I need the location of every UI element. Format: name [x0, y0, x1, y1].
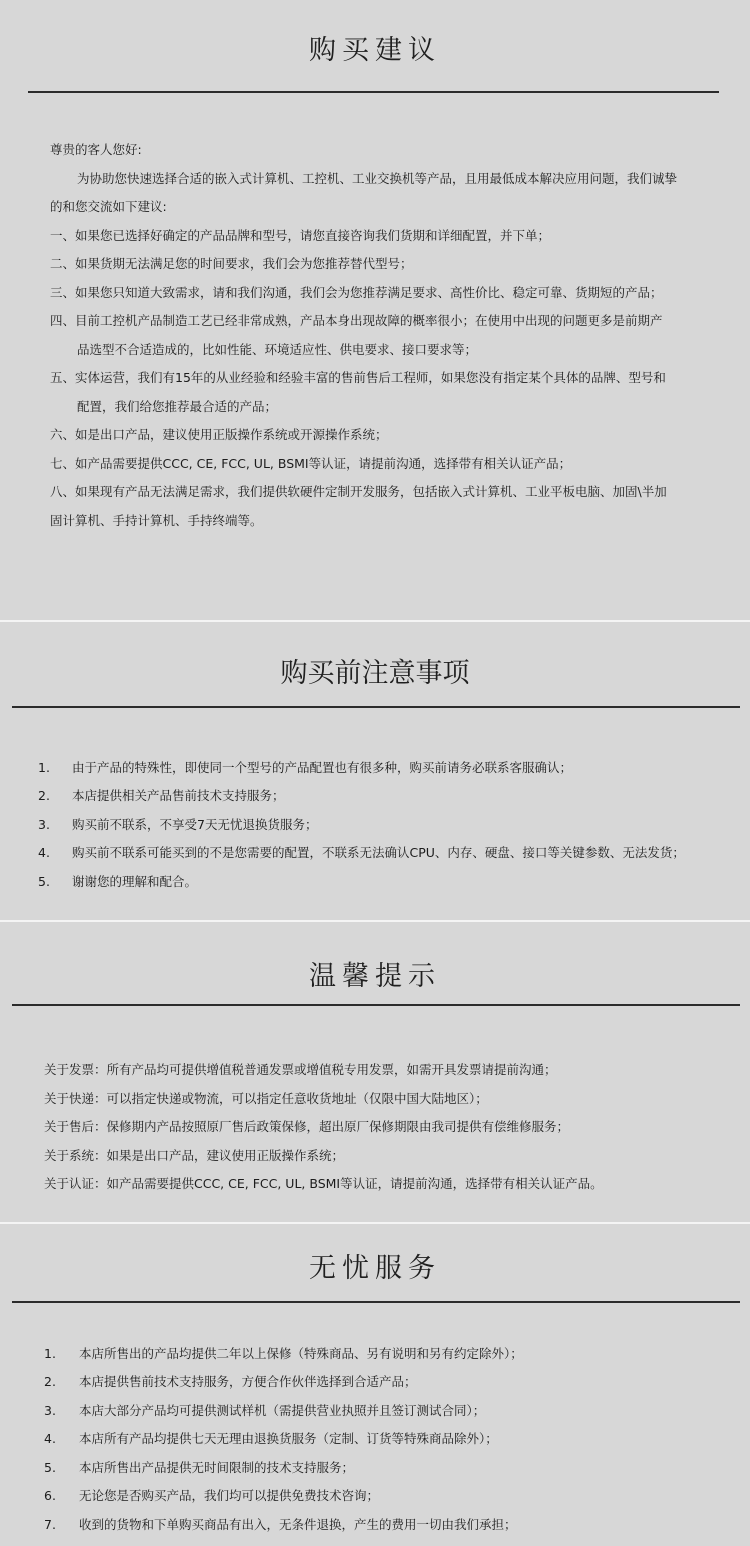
- list-item: 购买前不联系，不享受7天无忧退换货服务；: [72, 817, 318, 832]
- title-underline: [12, 706, 740, 708]
- section-purchase-advice: [0, 0, 750, 620]
- section-worry-free-service: [0, 1224, 750, 1546]
- list-number: 3.: [44, 1403, 56, 1418]
- advice-item-cont: 固计算机、手持计算机、手持终端等。: [50, 513, 263, 528]
- list-item: 购买前不联系可能买到的不是您需要的配置，不联系无法确认CPU、内存、硬盘、接口等关键参数、无法发货；: [72, 845, 685, 860]
- list-number: 1.: [38, 760, 50, 775]
- list-item: 本店所售出的产品均提供二年以上保修（特殊商品、另有说明和另有约定除外）；: [79, 1346, 523, 1361]
- advice-item: 六、如是出口产品，建议使用正版操作系统或开源操作系统；: [50, 427, 388, 442]
- list-number: 2.: [38, 788, 50, 803]
- list-number: 1.: [44, 1346, 56, 1361]
- list-item: 本店大部分产品均可提供测试样机（需提供营业执照并且签订测试合同）；: [79, 1403, 486, 1418]
- section-title: 温馨提示: [309, 961, 441, 992]
- list-number: 5.: [44, 1460, 56, 1475]
- list-item: 谢谢您的理解和配合。: [72, 874, 198, 889]
- list-item: 本店提供相关产品售前技术支持服务；: [72, 788, 285, 803]
- list-item: 本店提供售前技术支持服务，方便合作伙伴选择到合适产品；: [79, 1374, 417, 1389]
- intro-line-1: 为协助您快速选择合适的嵌入式计算机、工控机、工业交换机等产品，且用最低成本解决应用问题，我们诚挚: [77, 171, 678, 186]
- tip-item: 关于快递：可以指定快递或物流，可以指定任意收货地址（仅限中国大陆地区）；: [44, 1091, 488, 1106]
- list-item: 收到的货物和下单购买商品有出入，无条件退换，产生的费用一切由我们承担；: [79, 1517, 517, 1532]
- title-underline: [12, 1004, 740, 1006]
- title-underline: [12, 1301, 740, 1303]
- advice-item: 二、如果货期无法满足您的时间要求，我们会为您推荐替代型号；: [50, 256, 413, 271]
- list-number: 3.: [38, 817, 50, 832]
- tip-item: 关于发票：所有产品均可提供增值税普通发票或增值税专用发票，如需开具发票请提前沟通；: [44, 1062, 557, 1077]
- advice-item: 八、如果现有产品无法满足需求，我们提供软硬件定制开发服务，包括嵌入式计算机、工业平板电脑、加固\半加: [50, 484, 667, 499]
- list-number: 6.: [44, 1488, 56, 1503]
- tip-item: 关于系统：如果是出口产品，建议使用正版操作系统；: [44, 1148, 345, 1163]
- advice-item-cont: 品选型不合适造成的，比如性能、环境适应性、供电要求、接口要求等；: [77, 342, 478, 357]
- list-item: 无论您是否购买产品，我们均可以提供免费技术咨询；: [79, 1488, 380, 1503]
- advice-item: 三、如果您只知道大致需求，请和我们沟通，我们会为您推荐满足要求、高性价比、稳定可靠、货期短的产品；: [50, 285, 663, 300]
- section-title: 购买前注意事项: [280, 658, 470, 689]
- intro-line-2: 的和您交流如下建议:: [50, 199, 167, 214]
- list-number: 7.: [44, 1517, 56, 1532]
- tip-item: 关于售后：保修期内产品按照原厂售后政策保修，超出原厂保修期限由我司提供有偿维修服务；: [44, 1119, 570, 1134]
- list-number: 4.: [38, 845, 50, 860]
- list-item: 本店所有产品均提供七天无理由退换货服务（定制、订货等特殊商品除外）；: [79, 1431, 498, 1446]
- section-title: 无忧服务: [309, 1253, 441, 1284]
- advice-item: 一、如果您已选择好确定的产品品牌和型号，请您直接咨询我们货期和详细配置，并下单；: [50, 228, 551, 243]
- list-number: 2.: [44, 1374, 56, 1389]
- advice-item-cont: 配置，我们给您推荐最合适的产品；: [77, 399, 278, 414]
- section-title: 购买建议: [309, 35, 441, 66]
- list-number: 5.: [38, 874, 50, 889]
- tip-item: 关于认证：如产品需要提供CCC, CE, FCC, UL, BSMI等认证，请提前沟通，选择带有相关认证产品。: [44, 1176, 603, 1191]
- greeting: 尊贵的客人您好:: [50, 142, 142, 157]
- section-tips: [0, 922, 750, 1222]
- list-item: 本店所售出产品提供无时间限制的技术支持服务；: [79, 1460, 355, 1475]
- section-purchase-notes: [0, 622, 750, 920]
- list-number: 4.: [44, 1431, 56, 1446]
- title-underline: [28, 91, 719, 93]
- advice-item: 四、目前工控机产品制造工艺已经非常成熟，产品本身出现故障的概率很小；在使用中出现的问题更多是前期产: [50, 313, 663, 328]
- list-item: 由于产品的特殊性，即使同一个型号的产品配置也有很多种，购买前请务必联系客服确认；: [72, 760, 573, 775]
- advice-item: 七、如产品需要提供CCC, CE, FCC, UL, BSMI等认证，请提前沟通，选择带有相关认证产品；: [50, 456, 572, 471]
- advice-item: 五、实体运营，我们有15年的从业经验和经验丰富的售前售后工程师，如果您没有指定某个具体的品牌、型号和: [50, 370, 666, 385]
